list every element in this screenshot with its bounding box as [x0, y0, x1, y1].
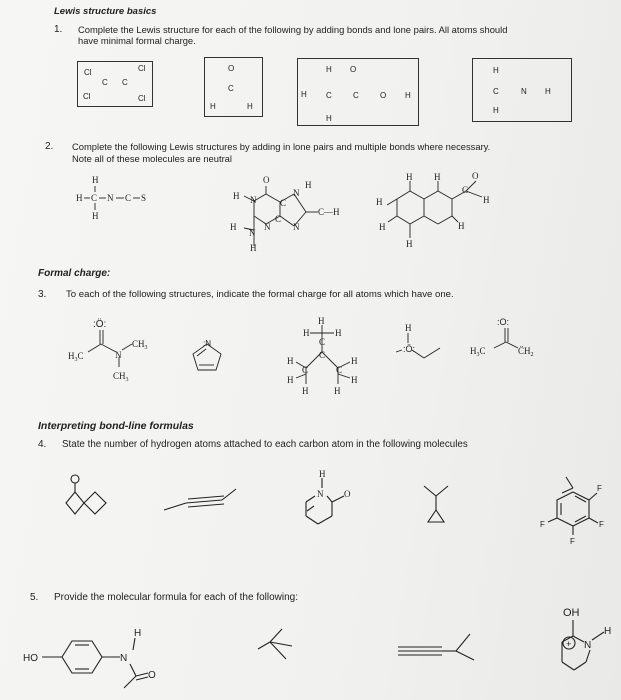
svg-text:N: N [107, 193, 114, 203]
question-1-text: Complete the Lewis structure for each of the following by adding bonds and lone pairs. All atoms should [78, 24, 508, 35]
atom-h: H [326, 114, 332, 123]
atom-c: C [353, 91, 359, 100]
svg-text:C: C [280, 198, 287, 208]
svg-text:H: H [233, 191, 240, 201]
svg-text:H: H [483, 195, 490, 205]
svg-text:H: H [458, 221, 465, 231]
atom-c: C [122, 78, 128, 87]
atom-h: H [210, 102, 216, 111]
atom-cl: Cl [84, 68, 92, 77]
svg-text::O:: :O: [497, 317, 510, 327]
atom-h: H [405, 91, 411, 100]
atom-c: C [228, 84, 234, 93]
svg-text:H3C: $H_3C$ [470, 346, 486, 358]
atom-cl: Cl [83, 92, 91, 101]
question-3-number: 3. [38, 289, 47, 300]
section-heading-lewis: Lewis structure basics [54, 6, 157, 17]
svg-text:N: N [293, 222, 300, 232]
svg-text:H: H [351, 356, 358, 366]
svg-text::Ö:: :Ö: [93, 319, 107, 330]
svg-text:C—H: C—H [318, 207, 340, 217]
svg-text:H: H [379, 222, 386, 232]
atom-cl: Cl [138, 64, 146, 73]
svg-text:F: F [540, 520, 545, 529]
svg-text::Ö:: :Ö: [403, 344, 416, 354]
atom-n: N [521, 87, 527, 96]
svg-text:H: H [302, 386, 309, 396]
svg-text:H: H [335, 328, 342, 338]
svg-text:C: C [302, 365, 309, 375]
svg-text:N: N [293, 188, 300, 198]
question-2-text: Complete the following Lewis structures by adding in lone pairs and multiple bonds where necessary. [72, 141, 491, 152]
section-heading-bond-line: Interpreting bond-line formulas [38, 420, 194, 432]
atom-h: H [493, 66, 499, 75]
svg-text:H: H [76, 193, 83, 203]
atom-c: C [326, 91, 332, 100]
svg-text:H: H [134, 628, 142, 639]
atom-h: H [301, 90, 307, 99]
svg-text:C: C [125, 193, 132, 203]
svg-text:N: N [264, 222, 271, 232]
question-1-number: 1. [54, 24, 63, 35]
svg-text:H: H [351, 375, 358, 385]
svg-text:F: F [570, 537, 575, 546]
svg-text:H: H [92, 211, 99, 221]
svg-text:C: C [91, 193, 98, 203]
svg-text:N: N [250, 195, 257, 205]
svg-text:N: N [584, 640, 592, 651]
svg-text:CH3: $CH_3$ [132, 339, 148, 351]
svg-text:N: N [115, 350, 122, 360]
svg-text:N: N [317, 489, 324, 499]
question-4-number: 4. [38, 439, 47, 450]
atom-h: H [326, 65, 332, 74]
atom-c: C [493, 87, 499, 96]
svg-text:O: O [148, 670, 156, 681]
atom-o: O [350, 65, 357, 74]
svg-text:H: H [376, 197, 383, 207]
atom-o: O [228, 64, 235, 73]
svg-text:HO: HO [23, 653, 38, 664]
atom-o: O [380, 91, 387, 100]
svg-text:H: H [303, 328, 310, 338]
svg-text:H: H [92, 175, 99, 185]
svg-text:H: H [604, 626, 612, 637]
svg-text:CH3: $CH_3$ [113, 371, 129, 383]
question-5-number: 5. [30, 592, 39, 603]
svg-text:O: O [263, 175, 270, 185]
svg-text:+: + [566, 639, 572, 649]
svg-text:C: C [336, 365, 343, 375]
atom-h: H [545, 87, 551, 96]
question-2-number: 2. [45, 141, 54, 152]
question-3-text: To each of the following structures, indicate the formal charge for all atoms which have one. [66, 289, 454, 300]
svg-text:H: H [405, 323, 412, 333]
svg-text:H: H [434, 172, 441, 182]
question-5-text: Provide the molecular formula for each of the following: [54, 592, 299, 603]
atom-c: C [102, 78, 108, 87]
svg-text:H: H [406, 239, 413, 249]
svg-text:S: S [141, 193, 147, 203]
svg-text:OH: OH [563, 607, 580, 619]
svg-text:C̈H2: $C̈H_2$ [518, 346, 534, 358]
question-1-text-cont: have minimal formal charge. [78, 35, 196, 46]
svg-text:O: O [344, 489, 351, 499]
svg-text:H: H [230, 222, 237, 232]
svg-text:N: N [249, 228, 256, 238]
svg-text:O: O [472, 171, 479, 181]
svg-text::N: :N [203, 339, 211, 348]
svg-text:C: C [462, 185, 469, 195]
svg-text:N: N [120, 653, 128, 664]
atom-h: H [493, 106, 499, 115]
svg-text:H: H [318, 316, 325, 326]
svg-text:F: F [597, 484, 602, 493]
svg-text:H: H [334, 386, 341, 396]
question-2-text-cont: Note all of these molecules are neutral [72, 153, 232, 164]
section-heading-formal-charge: Formal charge: [38, 268, 111, 279]
svg-text:H: H [287, 356, 294, 366]
svg-text:C: C [275, 214, 282, 224]
svg-text:F: F [599, 520, 604, 529]
svg-text:H: H [287, 375, 294, 385]
svg-text:C: C [319, 350, 326, 360]
atom-cl: Cl [138, 94, 146, 103]
svg-text:H: H [406, 172, 413, 182]
svg-text:C: C [319, 337, 326, 347]
svg-text:H: H [305, 180, 312, 190]
atom-h: H [247, 102, 253, 111]
svg-text:H: H [250, 243, 257, 253]
svg-text:H3C: $H_3C$ [68, 351, 84, 363]
svg-text:H: H [319, 469, 326, 479]
question-4-text: State the number of hydrogen atoms attached to each carbon atom in the following molecules [62, 439, 468, 450]
